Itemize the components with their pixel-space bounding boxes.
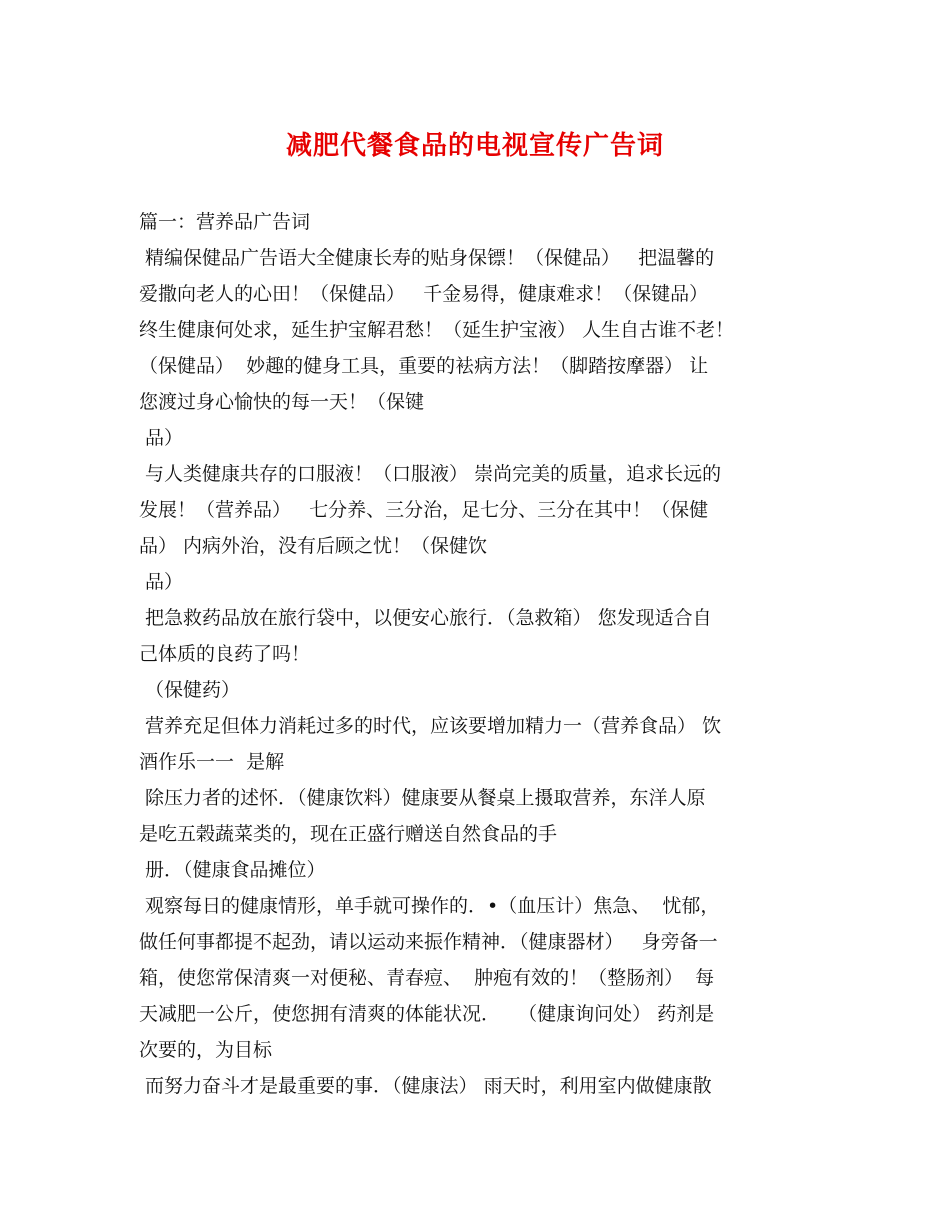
text-line: 次要的，为目标 xyxy=(139,1039,273,1061)
text-line: 把急救药品放在旅行袋中，以便安心旅行．（急救箱） 您发现适合自 xyxy=(139,607,712,629)
text-line: 篇一：营养品广告词 xyxy=(139,211,311,233)
text-line: （保健品） 妙趣的健身工具，重要的袪病方法！（脚踏按摩器） 让 xyxy=(139,355,709,377)
text-line: 箱，使您常保清爽一对便秘、青春痘、 肿疱有效的！（整肠剂） 每 xyxy=(139,967,715,989)
text-line: 品） 内病外治，没有后顾之忧！（保健饮 xyxy=(139,535,488,557)
text-line: 精编保健品广告语大全健康长寿的贴身保镖！（保健品） 把温馨的 xyxy=(139,247,715,269)
text-line: 除压力者的述怀．（健康饮料）健康要从餐桌上摄取营养，东洋人原 xyxy=(139,787,706,809)
text-line: 与人类健康共存的口服液！（口服液） 崇尚完美的质量，追求长远的 xyxy=(139,463,722,485)
text-line: （保健药） xyxy=(139,679,241,701)
text-line: 而努力奋斗才是最重要的事．（健康法） 雨天时，利用室内做健康散 xyxy=(139,1075,712,1097)
text-line: 品） xyxy=(139,427,184,449)
text-line: 爱撒向老人的心田！（保健品） 千金易得，健康难求！（保键品） xyxy=(139,283,709,305)
text-line: 营养充足但体力消耗过多的时代，应该要增加精力一（营养食品） 饮 xyxy=(139,715,722,737)
text-line: 观察每日的健康情形，单手就可操作的．•（血压计）焦急、 忧郁， xyxy=(139,895,720,917)
text-line: 己体质的良药了吗！ xyxy=(139,643,311,665)
document-body xyxy=(139,204,829,1104)
text-line: 发展！（营养品） 七分养、三分治，足七分、三分在其中！（保健 xyxy=(139,499,709,521)
text-line: 品） xyxy=(139,571,184,593)
text-line: 终生健康何处求，延生护宝解君愁！（延生护宝液） 人生自古谁不老！ xyxy=(139,319,735,341)
text-line: 册．（健康食品摊位） xyxy=(139,859,326,881)
document-title: 减肥代餐食品的电视宣传广告词 xyxy=(285,131,664,161)
text-line: 天减肥一公斤，使您拥有清爽的体能状况． （健康询问处） 药剂是 xyxy=(139,1003,715,1025)
text-line: 酒作乐一一 是解 xyxy=(139,751,285,773)
text-line: 做任何事都提不起劲，请以运动来振作精神．（健康器材） 身旁备一 xyxy=(139,931,718,953)
text-line: 是吃五榖蔬菜类的，现在正盛行赠送自然食品的手 xyxy=(139,823,558,845)
text-line: 您渡过身心愉快的每一天！（保键 xyxy=(139,391,425,413)
